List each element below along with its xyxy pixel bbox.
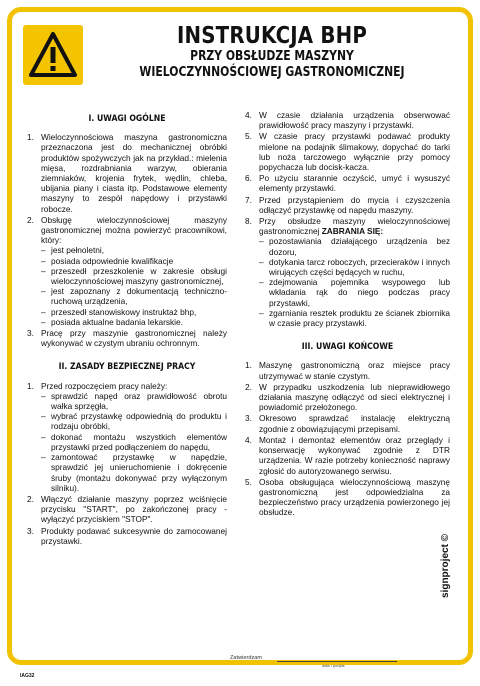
signature-line xyxy=(277,661,397,662)
sub-list xyxy=(41,391,227,493)
page-subtitle-2: WIELOCZYNNOŚCIOWEJ GASTRONOMICZNEJ xyxy=(139,65,405,80)
list-item xyxy=(27,494,227,525)
sub-item: – zamontować przystawkę w napędzie, sprawdzić jej unieruchomienie i dokręcenie śruby (montażu dokonywać przy wyłączonym silniku). xyxy=(41,452,227,493)
date-signature-label: data i podpis xyxy=(322,663,345,668)
list-item xyxy=(27,526,227,546)
sub-item: – jest zapoznany z dokumentacją techniczno-ruchową urządzenia, xyxy=(41,286,227,306)
section-2-list-a xyxy=(27,381,227,546)
prohibited-label: ZABRANIA SIĘ: xyxy=(321,226,384,237)
item-text: W czasie pracy przystawki podawać produkty mielone na podajnik ślimakowy, dopychać do tarki lub noża tarczowego wyłącznie przy pomocy popychacza lub docisk-kacza. xyxy=(259,131,450,173)
sub-list xyxy=(259,236,450,328)
list-item xyxy=(245,173,450,193)
item-number: 2. xyxy=(27,493,34,504)
sub-item: – pozostawiania działającego urządzenia bez dozoru, xyxy=(259,236,450,256)
item-text: Pracę przy maszynie gastronomicznej należy wykonywać w czystym ubraniu ochronnym. xyxy=(41,328,227,349)
item-text: Przed przystąpieniem do mycia i czyszczenia odłączyć przystawkę od napędu maszyny. xyxy=(259,194,450,215)
list-item xyxy=(245,216,450,328)
sub-item: – posiada odpowiednie kwalifikacje xyxy=(41,256,227,266)
list-item xyxy=(245,195,450,215)
page-subtitle-1: PRZY OBSŁUDZE MASZYNY xyxy=(190,49,354,64)
brand-label: signproject © xyxy=(440,533,451,598)
section-2-list-b xyxy=(245,110,450,328)
item-text: Po użyciu starannie oczyścić, umyć i wysuszyć elementy przystawki. xyxy=(259,173,450,194)
item-number: 6. xyxy=(245,173,252,184)
item-number: 7. xyxy=(245,194,252,205)
sign-code: IAG32 xyxy=(20,673,35,679)
item-number: 1. xyxy=(245,360,252,371)
list-item xyxy=(245,110,450,130)
list-item xyxy=(245,360,450,380)
approved-label: Zatwierdzam xyxy=(230,655,263,661)
item-number: 4. xyxy=(245,434,252,445)
title-block xyxy=(92,23,452,81)
item-number: 3. xyxy=(245,413,252,424)
list-item xyxy=(27,328,227,348)
list-item xyxy=(245,435,450,476)
item-number: 3. xyxy=(27,525,34,536)
item-number: 5. xyxy=(245,131,252,142)
sub-item: – wybrać przystawkę odpowiednią do produktu i rodzaju obróbki, xyxy=(41,411,227,431)
item-text: W czasie działania urządzenia obserwować prawidłowość pracy maszyny i przystawki. xyxy=(259,110,450,131)
left-column xyxy=(27,110,227,547)
list-item xyxy=(245,382,450,413)
list-item xyxy=(245,477,450,518)
sub-item: – zgarniania resztek produktu ze ścianek zbiornika w czasie pracy przystawki. xyxy=(259,308,450,328)
sub-item: – sprawdzić napęd oraz prawidłowość obrotu wałka sprzęgła, xyxy=(41,391,227,411)
item-text: Okresowo sprawdzać instalację elektryczną zgodnie z obowiązującymi przepisami. xyxy=(259,413,450,434)
item-text: Osoba obsługująca wieloczynnościową maszynę gastronomiczną jest odpowiedzialna za bezpieczeństwo pracy urządzenia powierzonego jej obsłudze. xyxy=(259,476,450,518)
page-title: INSTRUKCJA BHP xyxy=(176,23,367,49)
item-text: Montaż i demontaż elementów oraz przeglądy i konserwację wykonywać zgodnie z DTR urządzenia. W razie potrzeby konieczność naprawy zgłosić do autoryzowanego serwisu. xyxy=(259,434,450,476)
item-number: 1. xyxy=(27,132,34,143)
item-number: 2. xyxy=(245,381,252,392)
list-item xyxy=(245,413,450,433)
item-number: 5. xyxy=(245,476,252,487)
section-heading-2: II. ZASADY BEZPIECZNEJ PRACY xyxy=(58,362,196,373)
item-text: W przypadku uszkodzenia lub nieprawidłowego działania maszynę odłączyć od sieci elektrycznej i powiadomić przełożonego. xyxy=(259,381,450,413)
list-item xyxy=(27,132,227,214)
item-text: Maszynę gastronomiczną oraz miejsce pracy utrzymywać w stanie czystym. xyxy=(259,360,450,381)
item-text: Przed rozpoczęciem pracy należy: xyxy=(41,380,168,391)
section-1-list xyxy=(27,132,227,348)
item-number: 1. xyxy=(27,380,34,391)
item-text: Przy obsłudze maszyny wieloczynnościowej gastronomicznej xyxy=(259,216,450,237)
right-column xyxy=(245,110,450,519)
list-item xyxy=(27,381,227,493)
sub-item: – dotykania tarcz roboczych, przecieraków i innych wirujących części będących w ruchu, xyxy=(259,257,450,277)
item-text: Obsługę wieloczynnościowej maszyny gastronomicznej można powierzyć pracownikowi, który: xyxy=(41,214,227,246)
item-text: Wieloczynnościowa maszyna gastronomiczna przeznaczona jest do mechanicznej obróbki produktów spożywczych jak na przykład.: mielenia mięsa, rozdrabniania warzyw, obierania ziemniaków, krojenia frytek, wędlin, chleba, ubijania piany i ciasta itp. Podstawowe elementy maszyny to zespół napędowy i przystawki robocze. xyxy=(41,132,227,214)
section-heading-1: I. UWAGI OGÓLNE xyxy=(88,114,166,124)
warning-triangle-icon xyxy=(28,31,78,79)
sub-item: – jest pełnoletni, xyxy=(41,245,227,255)
item-number: 4. xyxy=(245,110,252,120)
item-number: 3. xyxy=(27,328,34,339)
item-number: 2. xyxy=(27,214,34,225)
item-text: Włączyć działanie maszyny poprzez wciśnięcie przycisku "START", po zakończonej pracy - wyłączyć przyciskiem "STOP". xyxy=(41,493,227,525)
item-text: Produkty podawać sukcesywnie do zamocowanej przystawki. xyxy=(41,525,227,546)
sub-item: – przeszedł stanowiskowy instruktaż bhp, xyxy=(41,307,227,317)
sub-item: – dokonać montażu wszystkich elementów przystawki przed podłączeniem do napędu, xyxy=(41,432,227,452)
list-item xyxy=(245,131,450,172)
sub-item: – przeszedł przeszkolenie w zakresie obsługi wieloczynnościowej maszyny gastronomicznej, xyxy=(41,266,227,286)
item-number: 8. xyxy=(245,216,252,227)
sub-item: – posiada aktualne badania lekarskie. xyxy=(41,317,227,327)
section-heading-3: III. UWAGI KOŃCOWE xyxy=(301,342,394,353)
section-3-list xyxy=(245,360,450,517)
warning-sign xyxy=(23,25,83,85)
list-item xyxy=(27,215,227,327)
sub-list xyxy=(41,245,227,327)
sub-item: – zdejmowania pojemnika wsypowego lub wkładania rąk do niego podczas pracy przystawki, xyxy=(259,277,450,308)
